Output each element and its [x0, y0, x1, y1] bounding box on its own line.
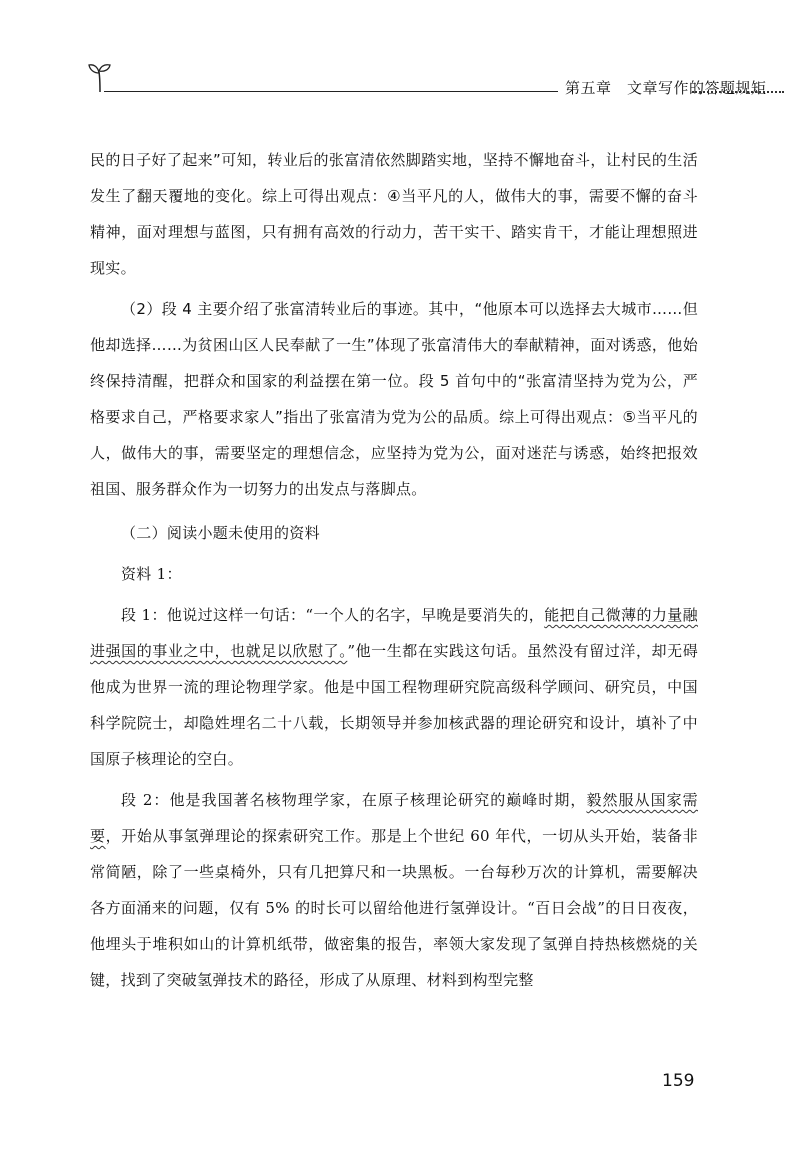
page-number: 159	[662, 1071, 695, 1091]
paragraph-3-start: 段 1：他说过这样一句话：“一个人的名字，早晚是要消失的，	[121, 606, 545, 624]
paragraph-2: （2）段 4 主要介绍了张富清转业后的事迹。其中，“他原本可以选择去大城市……但他却选择……为贫困山区人民奉献了一生”体现了张富清伟大的奉献精神，面对诱惑，他始终保持清醒，把群众和国家的利益摆在第一位。段 5 首句中的“张富清坚持为党为公，严格要求自己，严格要求家人”指出了张富清为党为公的品质。综上可得出观点：⑤当平凡的人，做伟大的事，需要坚定的理想信念，应坚持为党为公，面对迷茫与诱惑，始终把报效祖国、服务群众作为一切努力的出发点与落脚点。	[90, 300, 698, 498]
sprout-icon	[86, 58, 114, 94]
section-heading: （二）阅读小题未使用的资料	[121, 524, 320, 542]
header-rule	[104, 91, 558, 92]
page-body	[90, 142, 698, 998]
wavy-underlined-quote: 能把自己微薄的力量融进强国的事业之中，也就足以欣慰了。	[90, 606, 698, 660]
paragraph-4-rest: ，开始从事氢弹理论的探索研究工作。那是上个世纪 60 年代，一切从头开始，装备非常简陋，除了一些桌椅外，只有几把算尺和一块黑板。一台每秒万次的计算机，需要解决各方面涌来的问题，仅有 5% 的时长可以留给他进行氢弹设计。“百日会战”的日日夜夜，他埋头于堆积如山的计算机纸带，做密集的报告，率领大家发现了氢弹自持热核燃烧的关键，找到了突破氢弹技术的路径，形成了从原理、材料到构型完整	[90, 827, 698, 989]
chapter-title: 第五章 文章写作的答题规矩	[565, 79, 767, 97]
paragraph-1: 民的日子好了起来”可知，转业后的张富清依然脚踏实地，坚持不懈地奋斗，让村民的生活发生了翻天覆地的变化。综上可得出观点：④当平凡的人，做伟大的事，需要不懈的奋斗精神，面对理想与蓝图，只有拥有高效的行动力，苦干实干、踏实肯干，才能让理想照进现实。	[90, 151, 698, 277]
paragraph-3-rest: ”他一生都在实践这句话。虽然没有留过洋，却无碍他成为世界一流的理论物理学家。他是中国工程物理研究院高级科学顾问、研究员，中国科学院院士，却隐姓埋名二十八载，长期领导并参加核武器的理论研究和设计，填补了中国原子核理论的空白。	[90, 642, 698, 768]
material-label: 资料 1：	[121, 565, 182, 583]
paragraph-3	[90, 597, 698, 777]
header-rule-dotted	[692, 91, 784, 93]
paragraph-4	[90, 782, 698, 998]
wavy-underlined-phrase: 毅然服从国家需要	[90, 791, 698, 845]
running-header	[86, 58, 786, 98]
paragraph-4-start: 段 2：他是我国著名核物理学家，在原子核理论研究的巅峰时期，	[121, 791, 587, 809]
